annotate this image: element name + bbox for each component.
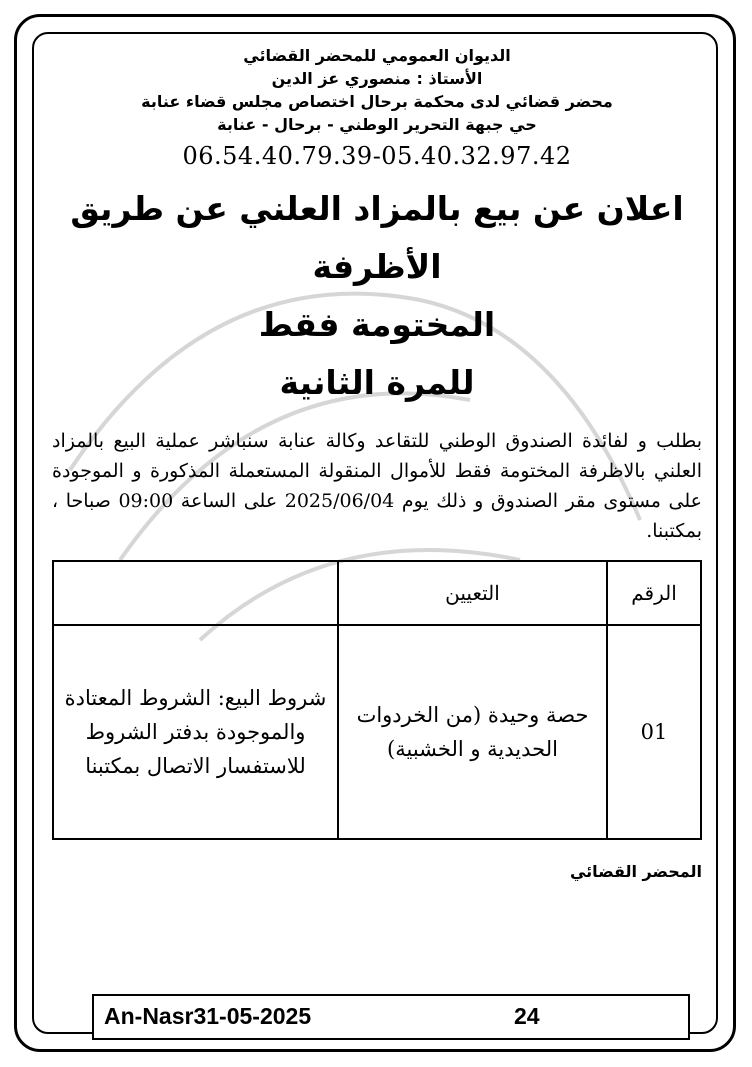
- notice-title: [52, 180, 702, 412]
- newspaper-source: An-Nasr31-05-2025: [104, 1003, 312, 1029]
- item-designation: حصة وحيدة (من الخردوات الحديدية و الخشبية): [338, 625, 607, 839]
- notice-body: بطلب و لفائدة الصندوق الوطني للتقاعد وكالة عنابة سنباشر عملية البيع بالمزاد العلني بالاظرفة المختومة فقط للأموال المنقولة المستعملة المذكورة و الموجودة على مستوى مقر الصندوق و ذلك يوم 2025/06/04 على الساعة 09:00 صباحا ، بمكتبنا.: [52, 430, 702, 542]
- header-conditions: [53, 561, 338, 625]
- office-address: حي جبهة التحرير الوطني - برحال - عنابة: [217, 115, 537, 134]
- signature: المحضر القضائي: [569, 862, 702, 881]
- page-number: 24: [514, 1003, 540, 1029]
- footer-bar: [92, 994, 690, 1040]
- court-jurisdiction: محضر قضائي لدى محكمة برحال اختصاص مجلس قضاء عنابة: [141, 92, 613, 111]
- item-number: 01: [607, 625, 701, 839]
- header-number: الرقم: [607, 561, 701, 625]
- table-row: [53, 625, 701, 839]
- header-designation: التعيين: [338, 561, 607, 625]
- sale-conditions: شروط البيع: الشروط المعتادة والموجودة بدفتر الشروط للاستفسار الاتصال بمكتبنا: [53, 625, 338, 839]
- bailiff-name: الأستاذ : منصوري عز الدين: [271, 69, 483, 88]
- title-line-1: اعلان عن بيع بالمزاد العلني عن طريق الأظرفة: [70, 189, 684, 286]
- notice-content: [52, 40, 702, 881]
- items-table: [52, 560, 702, 840]
- title-line-3: للمرة الثانية: [279, 363, 475, 402]
- table-header-row: [53, 561, 701, 625]
- title-line-2: المختومة فقط: [258, 305, 496, 344]
- office-name: الديوان العمومي للمحضر القضائي: [243, 46, 511, 65]
- phone-numbers: 06.54.40.79.39-05.40.32.97.42: [182, 142, 572, 170]
- letterhead: [52, 44, 702, 136]
